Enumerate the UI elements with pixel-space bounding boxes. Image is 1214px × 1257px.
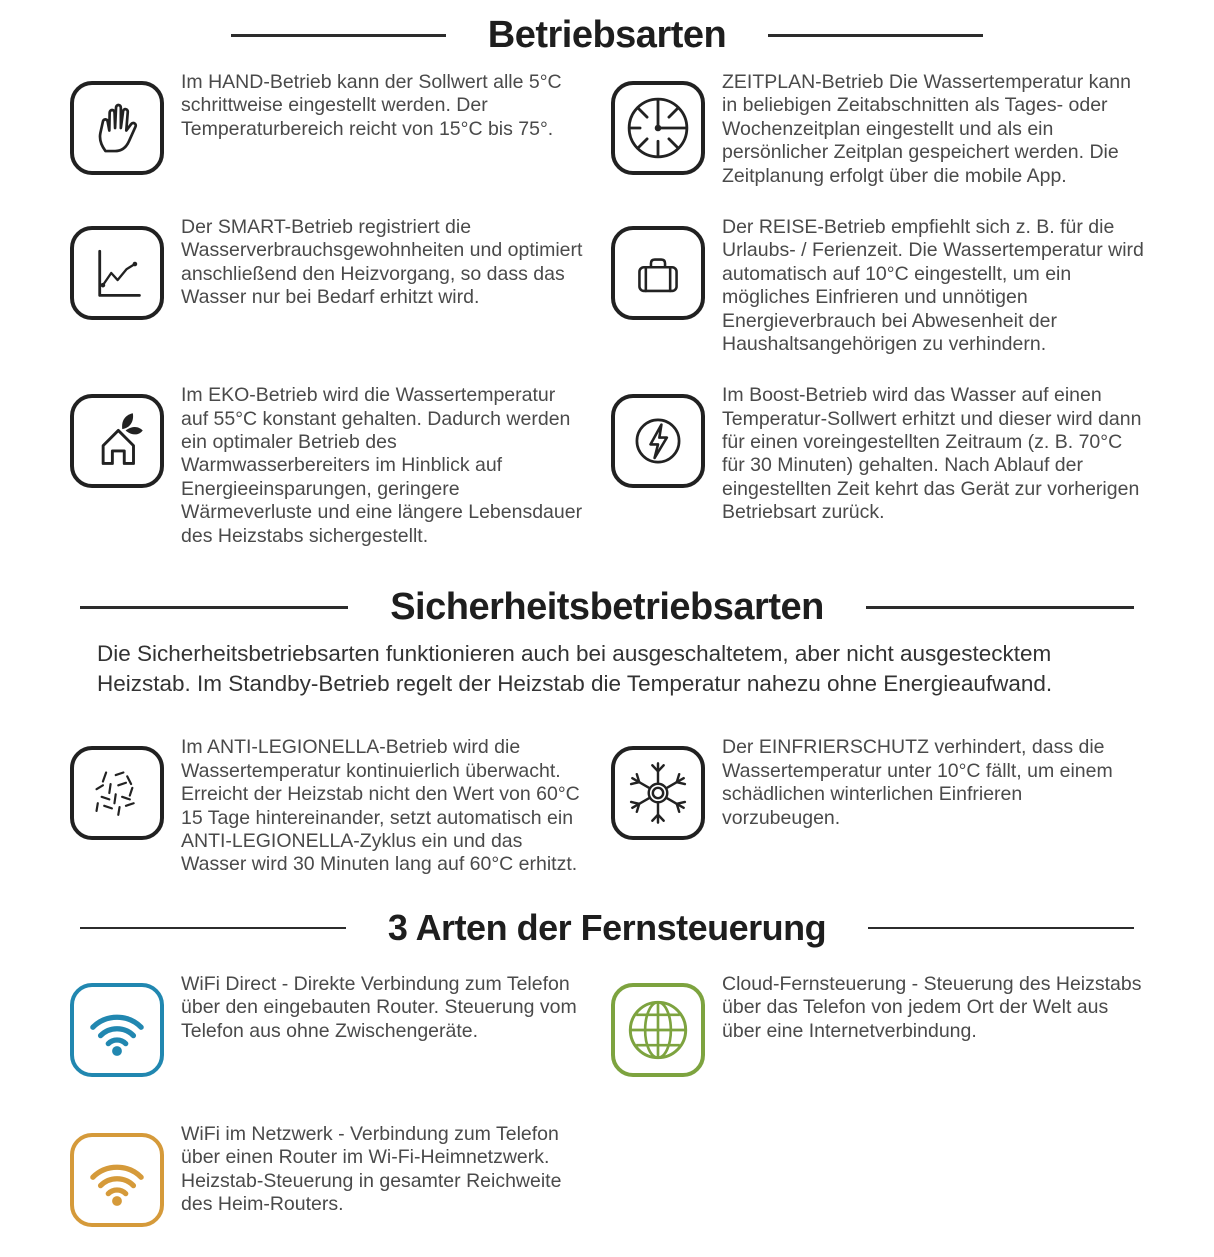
suitcase-icon [611, 226, 705, 320]
divider-line [866, 606, 1134, 609]
divider-line [768, 34, 983, 37]
bacteria-icon [70, 746, 164, 840]
mode-description: ZEITPLAN-Betrieb Die Wassertemperatur kann in beliebigen Zeitabschnitten als Tages- oder Wochenzeitplan eingestellt und als ein persönlicher Zeitplan gespeichert werden. Die Zeitplanung erfolgt über die mobile App. [722, 71, 1131, 187]
remote-description: Cloud-Fernsteuerung - Steuerung des Heizstabs über das Telefon von jedem Ort der Welt aus über eine Internetverbindung. [722, 972, 1142, 1042]
mode-description: Der SMART-Betrieb registriert die Wasserverbrauchsgewohnheiten und optimiert anschließend den Heizvorgang, so dass das Wasser nur bei Bedarf erhitzt wird. [181, 215, 583, 309]
mode-item-eko [70, 384, 585, 548]
wifi-network-icon [70, 1133, 164, 1227]
mode-description: Der EINFRIERSCHUTZ verhindert, dass die Wassertemperatur unter 10°C fällt, um einem schädlichen winterlichen Einfrieren vorzubeugen. [722, 736, 1113, 829]
globe-icon [611, 983, 705, 1077]
sicherheit-grid [0, 736, 1214, 876]
divider-line [80, 606, 348, 609]
mode-description: Im Boost-Betrieb wird das Wasser auf einen Temperatur-Sollwert erhitzt und dieser wird dann für einen voreingestellten Zeitraum (z. B. 70°C für 30 Minuten) gehalten. Nach Ablauf der eingestellten Zeit kehrt das Gerät zur vorherigen Betriebsart zurück. [722, 384, 1142, 524]
mode-description: Im EKO-Betrieb wird die Wassertemperatur auf 55°C konstant gehalten. Dadurch werden ein optimaler Betrieb des Warmwasserbereiters im Hinblick auf Energieeinsparungen, geringere Wärmeverluste und eine längere Lebensdauer des Heizstabs sichergestellt. [181, 384, 583, 547]
mode-item-hand [70, 71, 585, 175]
section-header-fernsteuerung [80, 907, 1134, 949]
remote-description: WiFi im Netzwerk - Verbindung zum Telefon über einen Router im Wi-Fi-Heimnetzwerk. Heizstab-Steuerung in gesamter Reichweite des Heim-Routers. [181, 1122, 562, 1215]
mode-item-einfrierschutz [611, 736, 1144, 840]
section-intro-text: Die Sicherheitsbetriebsarten funktionieren auch bei ausgeschaltetem, aber nicht ausgestecktem Heizstab. Im Standby-Betrieb regelt der Heizstab die Temperatur nahezu ohne Energieaufwand. [97, 641, 1053, 696]
mode-description: Der REISE-Betrieb empfiehlt sich z. B. für die Urlaubs- / Ferienzeit. Die Wassertemperatur wird automatisch auf 10°C eingestellt, um ein mögliches Einfrieren und unnötigen Energieverbrauch bei Abwesenheit der Haushaltsangehörigen zu verhindern. [722, 215, 1144, 355]
remote-item-wifi-direct [70, 973, 585, 1077]
remote-item-cloud [611, 973, 1144, 1077]
divider-line [80, 927, 346, 930]
fernsteuerung-grid [0, 973, 1214, 1227]
mode-item-smart [70, 216, 585, 320]
boost-lightning-icon [611, 394, 705, 488]
section-title: Betriebsarten [487, 14, 727, 56]
section-header-betriebsarten [231, 14, 984, 57]
remote-item-wifi-network [70, 1123, 585, 1227]
betriebsarten-grid [0, 71, 1214, 548]
mode-item-boost [611, 384, 1144, 524]
remote-description: WiFi Direct - Direkte Verbindung zum Telefon über den eingebauten Router. Steuerung vom Telefon aus ohne Zwischengeräte. [181, 972, 577, 1042]
eco-house-icon [70, 394, 164, 488]
mode-item-anti-legionella [70, 736, 585, 876]
clock-icon [611, 81, 705, 175]
section-header-sicherheit [80, 586, 1134, 629]
mode-description: Im HAND-Betrieb kann der Sollwert alle 5°C schrittweise eingestellt werden. Der Temperaturbereich reicht von 15°C bis 75°. [181, 71, 562, 140]
mode-item-reise [611, 216, 1144, 356]
section-title: 3 Arten der Fernsteuerung [387, 906, 827, 948]
snowflake-icon [611, 746, 705, 840]
hand-icon [70, 81, 164, 175]
mode-description: Im ANTI-LEGIONELLA-Betrieb wird die Wassertemperatur kontinuierlich überwacht. Erreicht der Heizstab nicht den Wert von 60°C 15 Tage hintereinander, setzt automatisch ein ANTI-LEGIONELLA-Zyklus ein und das Wasser wird 30 Minuten lang auf 60°C erhitzt. [181, 736, 580, 876]
mode-item-zeitplan [611, 71, 1144, 188]
divider-line [868, 927, 1134, 930]
section-title: Sicherheitsbetriebsarten [390, 586, 824, 629]
wifi-direct-icon [70, 983, 164, 1077]
usage-chart-icon [70, 226, 164, 320]
divider-line [231, 34, 446, 37]
